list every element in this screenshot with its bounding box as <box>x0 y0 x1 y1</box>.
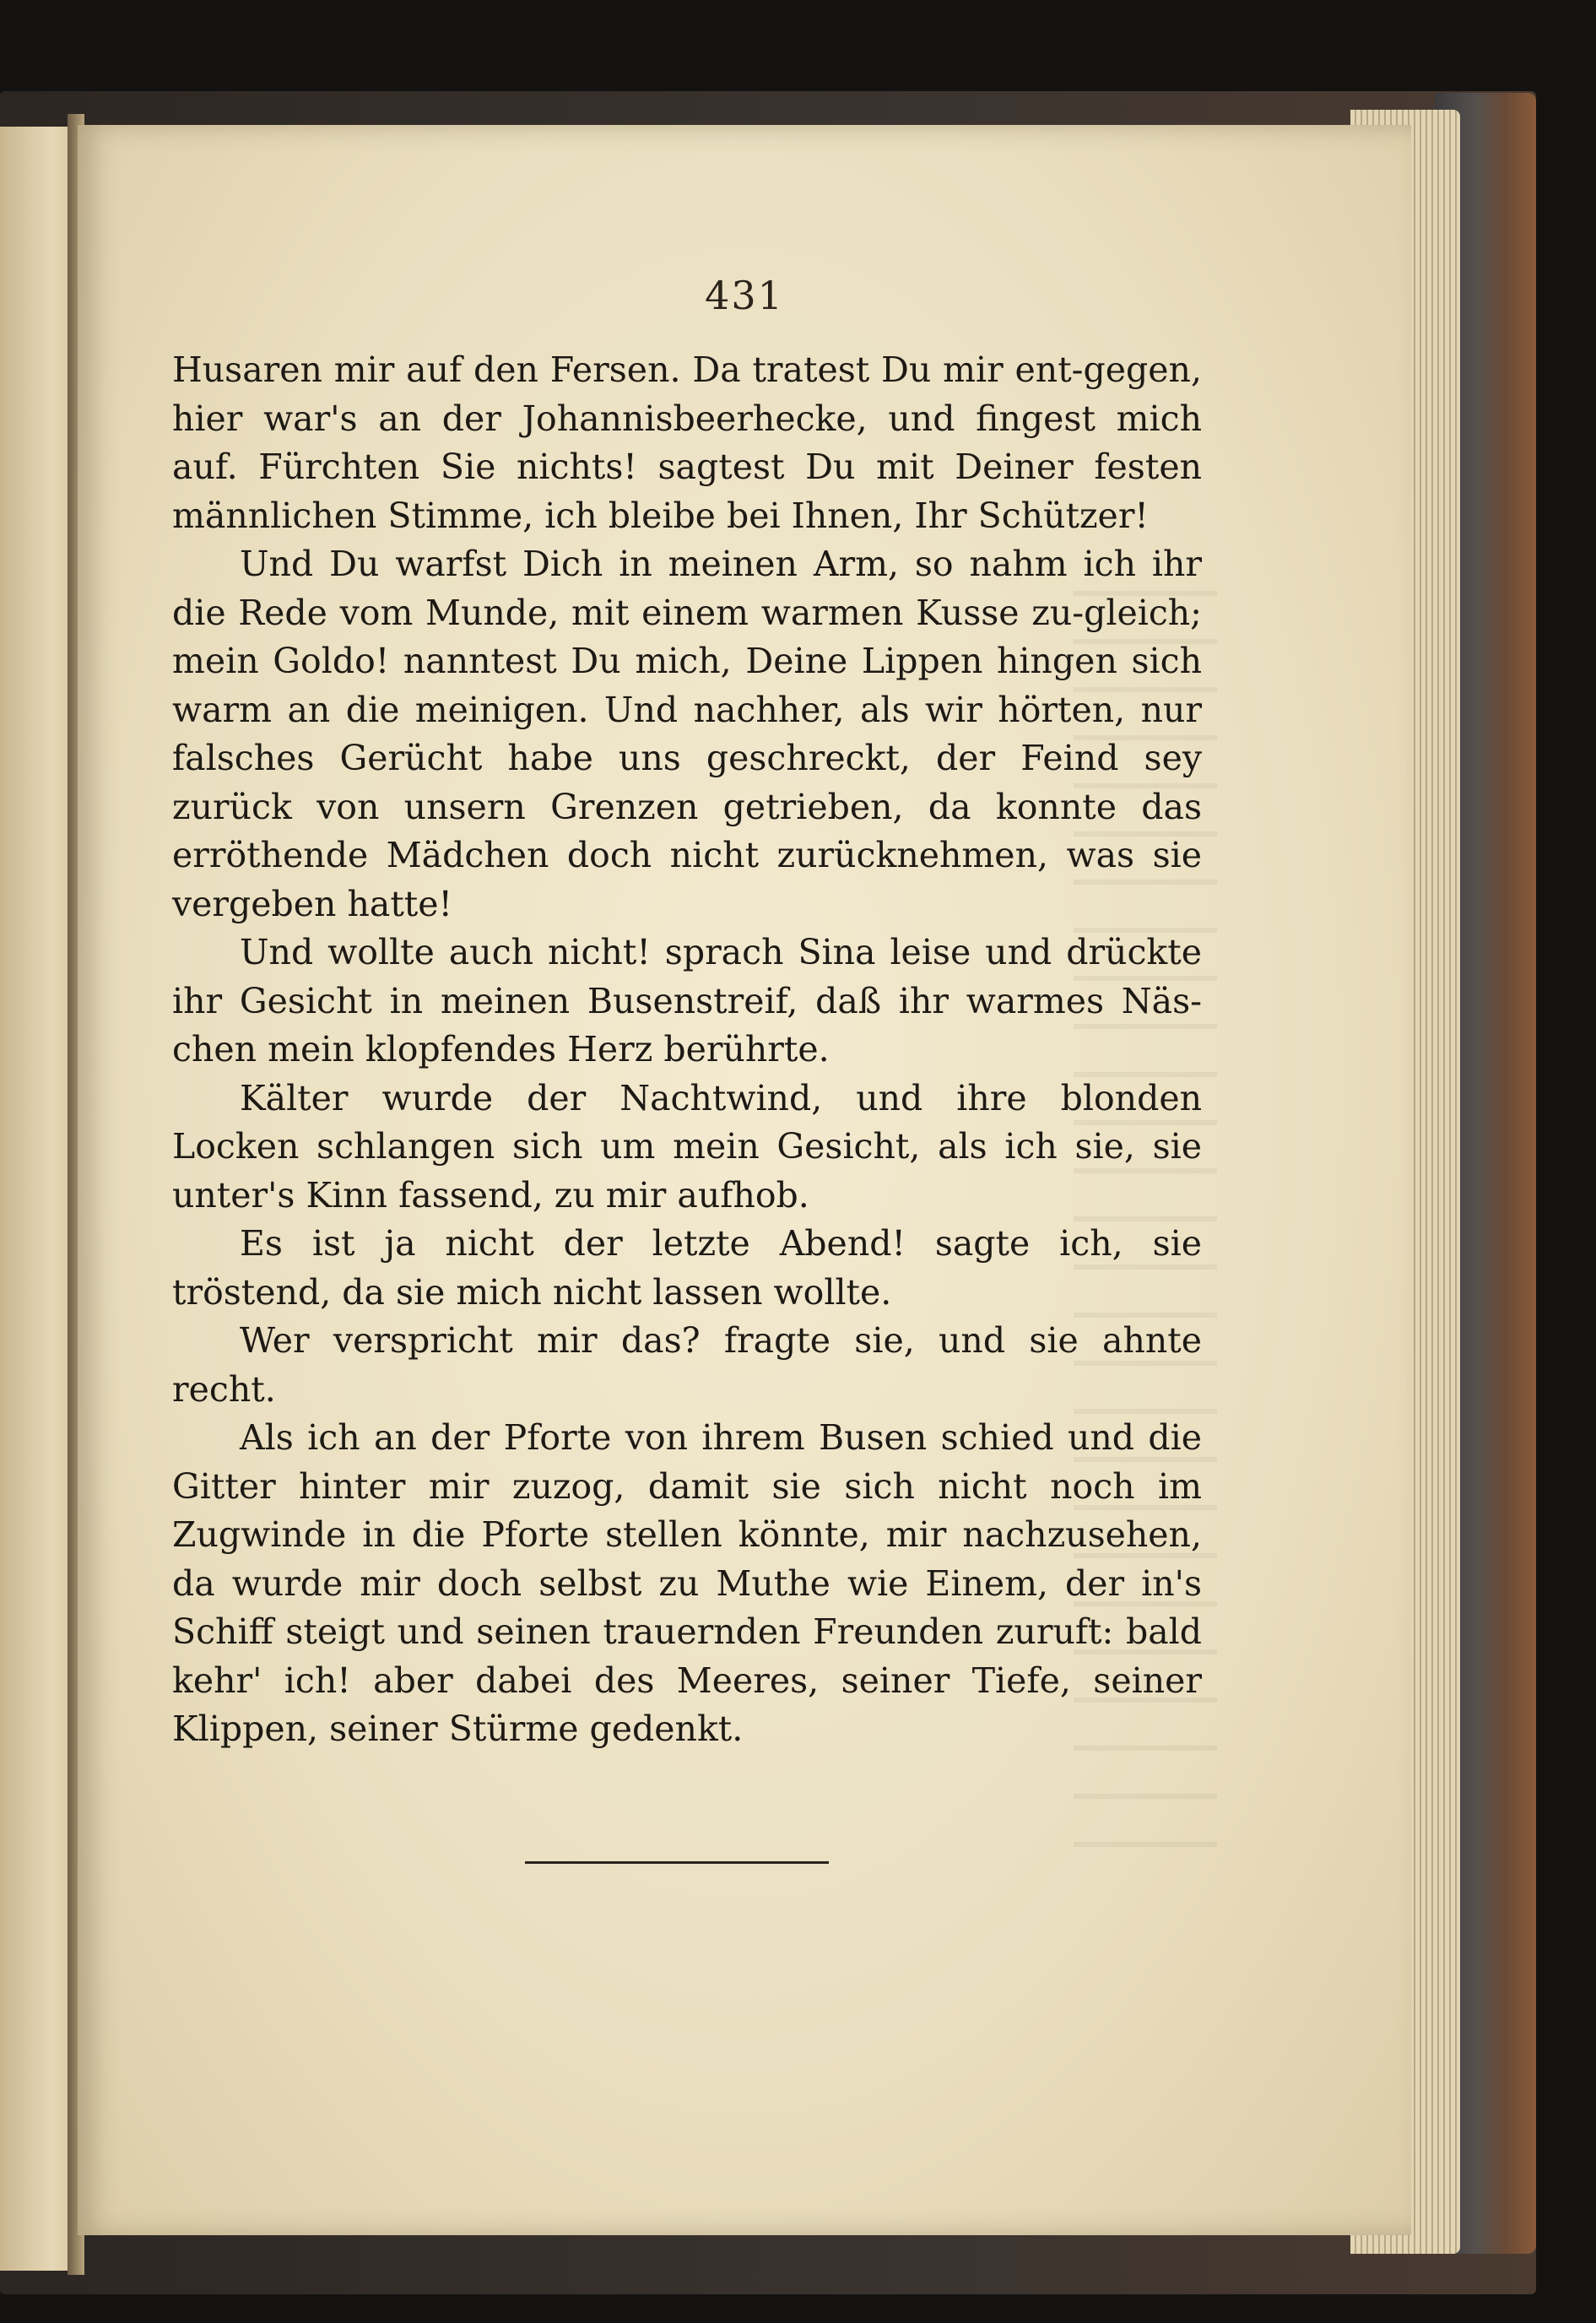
body-text <box>172 346 1202 1754</box>
page-number: 431 <box>705 273 784 318</box>
left-page-edge <box>0 127 74 2271</box>
paragraph-5: Es ist ja nicht der letzte Abend! sagte ich, sie tröstend, da sie mich nicht lassen wollte. <box>172 1223 1202 1313</box>
paragraph-6: Wer verspricht mir das? fragte sie, und sie ahnte recht. <box>172 1320 1202 1410</box>
book-page <box>78 125 1411 2235</box>
paragraph-7: Als ich an der Pforte von ihrem Busen schied und die Gitter hinter mir zuzog, damit sie sich nicht noch im Zugwinde in die Pforte stellen könnte, mir nachzusehen, da wurde mir doch selbst zu Muthe wie Einem, der in's Schiff steigt und seinen trauernden Freunden zuruft: bald kehr' ich! aber dabei des Meeres, seiner Tiefe, seiner Klippen, seiner Stürme gedenkt. <box>172 1417 1202 1749</box>
paragraph-2: Und Du warfst Dich in meinen Arm, so nahm ich ihr die Rede vom Munde, mit einem warmen Kusse zu-gleich; mein Goldo! nanntest Du mich, Deine Lippen hingen sich warm an die meinigen. Und nachher, als wir hörten, nur falsches Gerücht habe uns geschreckt, der Feind sey zurück von unsern Grenzen getrieben, da konnte das erröthende Mädchen doch nicht zurücknehmen, was sie vergeben hatte! <box>172 544 1202 924</box>
paragraph-3: Und wollte auch nicht! sprach Sina leise und drückte ihr Gesicht in meinen Busenstreif, daß ihr warmes Näs-chen mein klopfendes Herz berührte. <box>172 932 1202 1069</box>
paragraph-4: Kälter wurde der Nachtwind, und ihre blonden Locken schlangen sich um mein Gesicht, als ich sie, sie unter's Kinn fassend, zu mir aufhob. <box>172 1077 1202 1216</box>
paragraph-1: Husaren mir auf den Fersen. Da tratest Du mir ent-gegen, hier war's an der Johannisbeerhecke, und fingest mich auf. Fürchten Sie nichts! sagtest Du mit Deiner festen männlichen Stimme, ich bleibe bei Ihnen, Ihr Schützer! <box>172 349 1202 536</box>
end-rule <box>525 1861 829 1864</box>
